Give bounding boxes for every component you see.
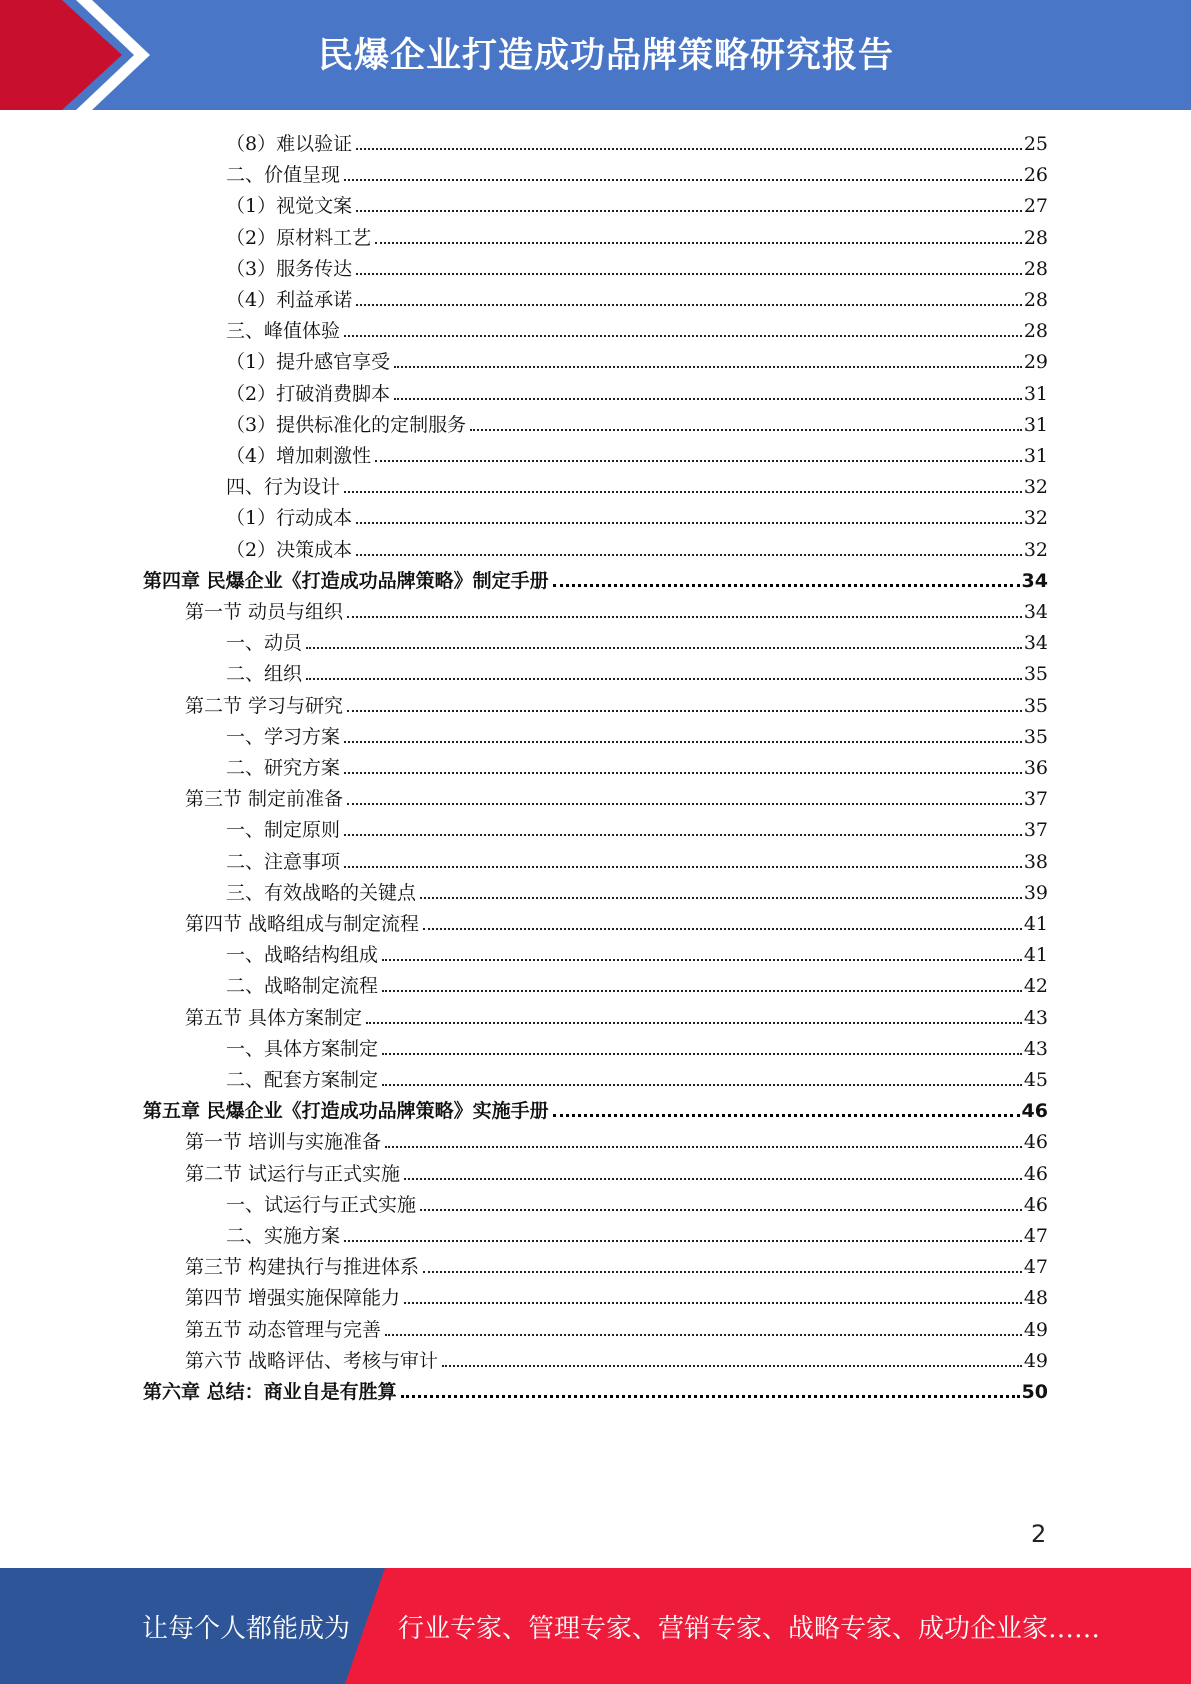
toc-page-number: 39 bbox=[1023, 881, 1048, 904]
toc-page-number: 32 bbox=[1023, 507, 1048, 530]
toc-dot-leader bbox=[344, 771, 1022, 774]
toc-page-number: 48 bbox=[1023, 1287, 1048, 1310]
footer-slogan-right: 行业专家、管理专家、营销专家、战略专家、成功企业家…… bbox=[398, 1614, 1101, 1644]
toc-page-number: 46 bbox=[1023, 1193, 1048, 1216]
toc-entry[interactable] bbox=[226, 313, 1048, 344]
toc-entry[interactable] bbox=[226, 937, 1048, 968]
toc-page-number: 37 bbox=[1023, 788, 1048, 811]
toc-entry[interactable] bbox=[226, 1187, 1048, 1218]
toc-page-number: 25 bbox=[1023, 133, 1048, 155]
toc-page-number: 34 bbox=[1023, 632, 1048, 655]
toc-page-number: 50 bbox=[1021, 1381, 1048, 1403]
toc-entry-title: 一、具体方案制定 bbox=[226, 1037, 379, 1060]
toc-dot-leader bbox=[356, 272, 1022, 275]
toc-entry-title: 二、实施方案 bbox=[226, 1225, 341, 1247]
toc-dot-leader bbox=[385, 1333, 1022, 1336]
toc-entry[interactable] bbox=[226, 157, 1048, 188]
toc-page-number: 46 bbox=[1021, 1100, 1048, 1123]
toc-chapter-entry[interactable] bbox=[143, 1093, 1048, 1124]
toc-dot-leader bbox=[347, 615, 1022, 618]
toc-dot-leader bbox=[404, 1177, 1022, 1180]
toc-chapter-entry[interactable] bbox=[143, 1374, 1048, 1405]
toc-entry[interactable] bbox=[185, 594, 1048, 625]
page-header bbox=[0, 0, 1191, 110]
toc-entry-title: 一、学习方案 bbox=[226, 725, 341, 748]
toc-dot-leader bbox=[356, 553, 1022, 556]
toc-entry-title: 二、配套方案制定 bbox=[226, 1069, 379, 1091]
toc-dot-leader bbox=[470, 428, 1022, 431]
toc-entry-title: 四、行为设计 bbox=[226, 476, 341, 499]
toc-dot-leader bbox=[553, 583, 1020, 587]
toc-entry-title: 二、价值呈现 bbox=[226, 164, 341, 187]
toc-entry[interactable] bbox=[226, 719, 1048, 750]
toc-page-number: 38 bbox=[1023, 850, 1048, 873]
toc-dot-leader bbox=[553, 1113, 1020, 1117]
toc-page-number: 49 bbox=[1023, 1318, 1048, 1341]
toc-dot-leader bbox=[385, 1145, 1022, 1148]
toc-dot-leader bbox=[344, 178, 1022, 181]
toc-entry[interactable] bbox=[226, 376, 1048, 407]
toc-dot-leader bbox=[375, 459, 1022, 462]
toc-entry-title: 第一节 动员与组织 bbox=[185, 601, 344, 623]
toc-entry-title: 第四章 民爆企业《打造成功品牌策略》制定手册 bbox=[143, 569, 549, 592]
toc-entry-title: （2）打破消费脚本 bbox=[226, 382, 391, 405]
toc-dot-leader bbox=[356, 303, 1022, 306]
toc-entry-title: （3）服务传达 bbox=[226, 257, 353, 280]
toc-entry[interactable] bbox=[185, 781, 1048, 812]
toc-page-number: 28 bbox=[1023, 257, 1048, 280]
toc-dot-leader bbox=[382, 989, 1022, 992]
toc-entry-title: 一、动员 bbox=[226, 632, 303, 655]
toc-entry[interactable] bbox=[226, 1062, 1048, 1093]
toc-page-number: 35 bbox=[1023, 663, 1048, 686]
toc-page-number: 35 bbox=[1023, 694, 1048, 717]
toc-page-number: 37 bbox=[1023, 819, 1048, 842]
toc-dot-leader bbox=[344, 490, 1022, 493]
toc-dot-leader bbox=[356, 209, 1022, 212]
toc-entry-title: 二、研究方案 bbox=[226, 757, 341, 779]
toc-entry-title: 第六节 战略评估、考核与审计 bbox=[185, 1349, 439, 1372]
toc-page-number: 31 bbox=[1023, 413, 1048, 436]
toc-page-number: 31 bbox=[1023, 445, 1048, 467]
toc-entry-title: 二、注意事项 bbox=[226, 850, 341, 873]
toc-entry-title: 第五章 民爆企业《打造成功品牌策略》实施手册 bbox=[143, 1100, 549, 1123]
toc-entry[interactable] bbox=[226, 1218, 1048, 1249]
toc-page-number: 47 bbox=[1023, 1256, 1048, 1279]
toc-page-number: 41 bbox=[1023, 944, 1048, 967]
toc-dot-leader bbox=[344, 833, 1022, 836]
toc-entry-title: 一、战略结构组成 bbox=[226, 944, 379, 967]
toc-entry[interactable] bbox=[226, 875, 1048, 906]
toc-page-number: 42 bbox=[1023, 975, 1048, 998]
toc-dot-leader bbox=[394, 365, 1022, 368]
toc-entry[interactable] bbox=[226, 438, 1048, 469]
toc-entry[interactable] bbox=[226, 126, 1048, 157]
page-footer bbox=[0, 1568, 1191, 1684]
toc-entry-title: （4）增加刺激性 bbox=[226, 445, 372, 467]
toc-page-number: 28 bbox=[1023, 320, 1048, 343]
toc-entry[interactable] bbox=[226, 750, 1048, 781]
toc-entry[interactable] bbox=[226, 251, 1048, 282]
toc-entry[interactable] bbox=[226, 344, 1048, 375]
toc-entry-title: 第四节 战略组成与制定流程 bbox=[185, 913, 420, 935]
toc-entry-title: （1）提升感官享受 bbox=[226, 351, 391, 374]
toc-entry-title: 一、制定原则 bbox=[226, 819, 341, 842]
page-number: 2 bbox=[1031, 1520, 1047, 1548]
toc-entry[interactable] bbox=[185, 688, 1048, 719]
header-red-arrow-decoration bbox=[0, 0, 160, 110]
toc-page-number: 43 bbox=[1023, 1006, 1048, 1029]
toc-dot-leader bbox=[382, 958, 1022, 961]
toc-dot-leader bbox=[347, 802, 1022, 805]
toc-page-number: 46 bbox=[1023, 1131, 1048, 1154]
toc-page-number: 41 bbox=[1023, 913, 1048, 935]
toc-dot-leader bbox=[382, 1083, 1022, 1086]
toc-page-number: 34 bbox=[1021, 569, 1048, 592]
toc-entry[interactable] bbox=[185, 1312, 1048, 1343]
toc-entry-title: 第一节 培训与实施准备 bbox=[185, 1131, 382, 1154]
toc-page-number: 32 bbox=[1023, 538, 1048, 561]
toc-entry-title: 二、组织 bbox=[226, 663, 303, 686]
toc-page-number: 27 bbox=[1023, 195, 1048, 218]
toc-dot-leader bbox=[344, 740, 1022, 743]
toc-entry-title: 第四节 增强实施保障能力 bbox=[185, 1287, 401, 1310]
toc-dot-leader bbox=[401, 1394, 1020, 1398]
toc-entry[interactable] bbox=[226, 220, 1048, 251]
toc-entry-title: 第六章 总结：商业自是有胜算 bbox=[143, 1381, 397, 1403]
toc-entry[interactable] bbox=[226, 625, 1048, 656]
toc-entry[interactable] bbox=[185, 1124, 1048, 1155]
toc-page-number: 28 bbox=[1023, 289, 1048, 311]
toc-entry-title: 第五节 具体方案制定 bbox=[185, 1006, 363, 1029]
toc-entry-title: 三、有效战略的关键点 bbox=[226, 881, 417, 904]
toc-entry[interactable] bbox=[226, 532, 1048, 563]
toc-dot-leader bbox=[347, 709, 1022, 712]
toc-dot-leader bbox=[394, 397, 1022, 400]
toc-entry[interactable] bbox=[185, 1156, 1048, 1187]
toc-page-number: 45 bbox=[1023, 1069, 1048, 1091]
toc-page-number: 26 bbox=[1023, 164, 1048, 187]
toc-entry[interactable] bbox=[226, 968, 1048, 999]
toc-entry[interactable] bbox=[226, 188, 1048, 219]
toc-dot-leader bbox=[366, 1021, 1022, 1024]
toc-entry[interactable] bbox=[226, 812, 1048, 843]
toc-page-number: 35 bbox=[1023, 725, 1048, 748]
toc-dot-leader bbox=[423, 1270, 1022, 1273]
toc-dot-leader bbox=[404, 1301, 1022, 1304]
toc-entry-title: （3）提供标准化的定制服务 bbox=[226, 413, 467, 436]
toc-page-number: 36 bbox=[1023, 757, 1048, 779]
toc-dot-leader bbox=[375, 241, 1022, 244]
toc-entry-title: （2）原材料工艺 bbox=[226, 226, 372, 249]
toc-dot-leader bbox=[344, 865, 1022, 868]
toc-dot-leader bbox=[344, 1239, 1022, 1242]
toc-entry-title: 一、试运行与正式实施 bbox=[226, 1193, 417, 1216]
toc-entry-title: 第二节 学习与研究 bbox=[185, 694, 344, 717]
toc-entry-title: 二、战略制定流程 bbox=[226, 975, 379, 998]
toc-entry-title: （8）难以验证 bbox=[226, 133, 353, 155]
toc-page-number: 28 bbox=[1023, 226, 1048, 249]
toc-entry[interactable] bbox=[226, 1031, 1048, 1062]
toc-dot-leader bbox=[306, 646, 1022, 649]
toc-entry[interactable] bbox=[226, 407, 1048, 438]
toc-page-number: 47 bbox=[1023, 1225, 1048, 1247]
toc-entry-title: 第五节 动态管理与完善 bbox=[185, 1318, 382, 1341]
toc-entry-title: （1）行动成本 bbox=[226, 507, 353, 530]
toc-dot-leader bbox=[382, 1052, 1022, 1055]
toc-dot-leader bbox=[356, 147, 1022, 150]
toc-dot-leader bbox=[356, 521, 1022, 524]
toc-entry-title: （4）利益承诺 bbox=[226, 289, 353, 311]
toc-entry-title: 三、峰值体验 bbox=[226, 320, 341, 343]
toc-chapter-entry[interactable] bbox=[143, 563, 1048, 594]
toc-entry-title: 第三节 制定前准备 bbox=[185, 788, 344, 811]
toc-page-number: 49 bbox=[1023, 1349, 1048, 1372]
toc-page-number: 29 bbox=[1023, 351, 1048, 374]
toc-entry[interactable] bbox=[226, 500, 1048, 531]
toc-dot-leader bbox=[442, 1364, 1022, 1367]
toc-entry[interactable] bbox=[226, 844, 1048, 875]
toc-dot-leader bbox=[420, 1208, 1022, 1211]
toc-page-number: 34 bbox=[1023, 601, 1048, 623]
toc-entry-title: （2）决策成本 bbox=[226, 538, 353, 561]
footer-slogan-left: 让每个人都能成为 bbox=[142, 1614, 351, 1644]
toc-entry[interactable] bbox=[185, 1280, 1048, 1311]
toc-dot-leader bbox=[306, 677, 1022, 680]
toc-entry[interactable] bbox=[185, 1000, 1048, 1031]
toc-page-number: 43 bbox=[1023, 1037, 1048, 1060]
toc-page-number: 32 bbox=[1023, 476, 1048, 499]
toc-entry[interactable] bbox=[185, 906, 1048, 937]
toc-entry[interactable] bbox=[185, 1343, 1048, 1374]
toc-page-number: 31 bbox=[1023, 382, 1048, 405]
toc-entry[interactable] bbox=[226, 656, 1048, 687]
toc-dot-leader bbox=[423, 927, 1022, 930]
toc-page-number: 46 bbox=[1023, 1162, 1048, 1185]
toc-entry[interactable] bbox=[185, 1249, 1048, 1280]
toc-entry-title: 第二节 试运行与正式实施 bbox=[185, 1162, 401, 1185]
toc-dot-leader bbox=[344, 334, 1022, 337]
toc-entry-title: 第三节 构建执行与推进体系 bbox=[185, 1256, 420, 1279]
toc-entry[interactable] bbox=[226, 469, 1048, 500]
document-title: 民爆企业打造成功品牌策略研究报告 bbox=[318, 36, 895, 76]
toc-dot-leader bbox=[420, 896, 1022, 899]
toc-entry[interactable] bbox=[226, 282, 1048, 313]
toc-entry-title: （1）视觉文案 bbox=[226, 195, 353, 218]
